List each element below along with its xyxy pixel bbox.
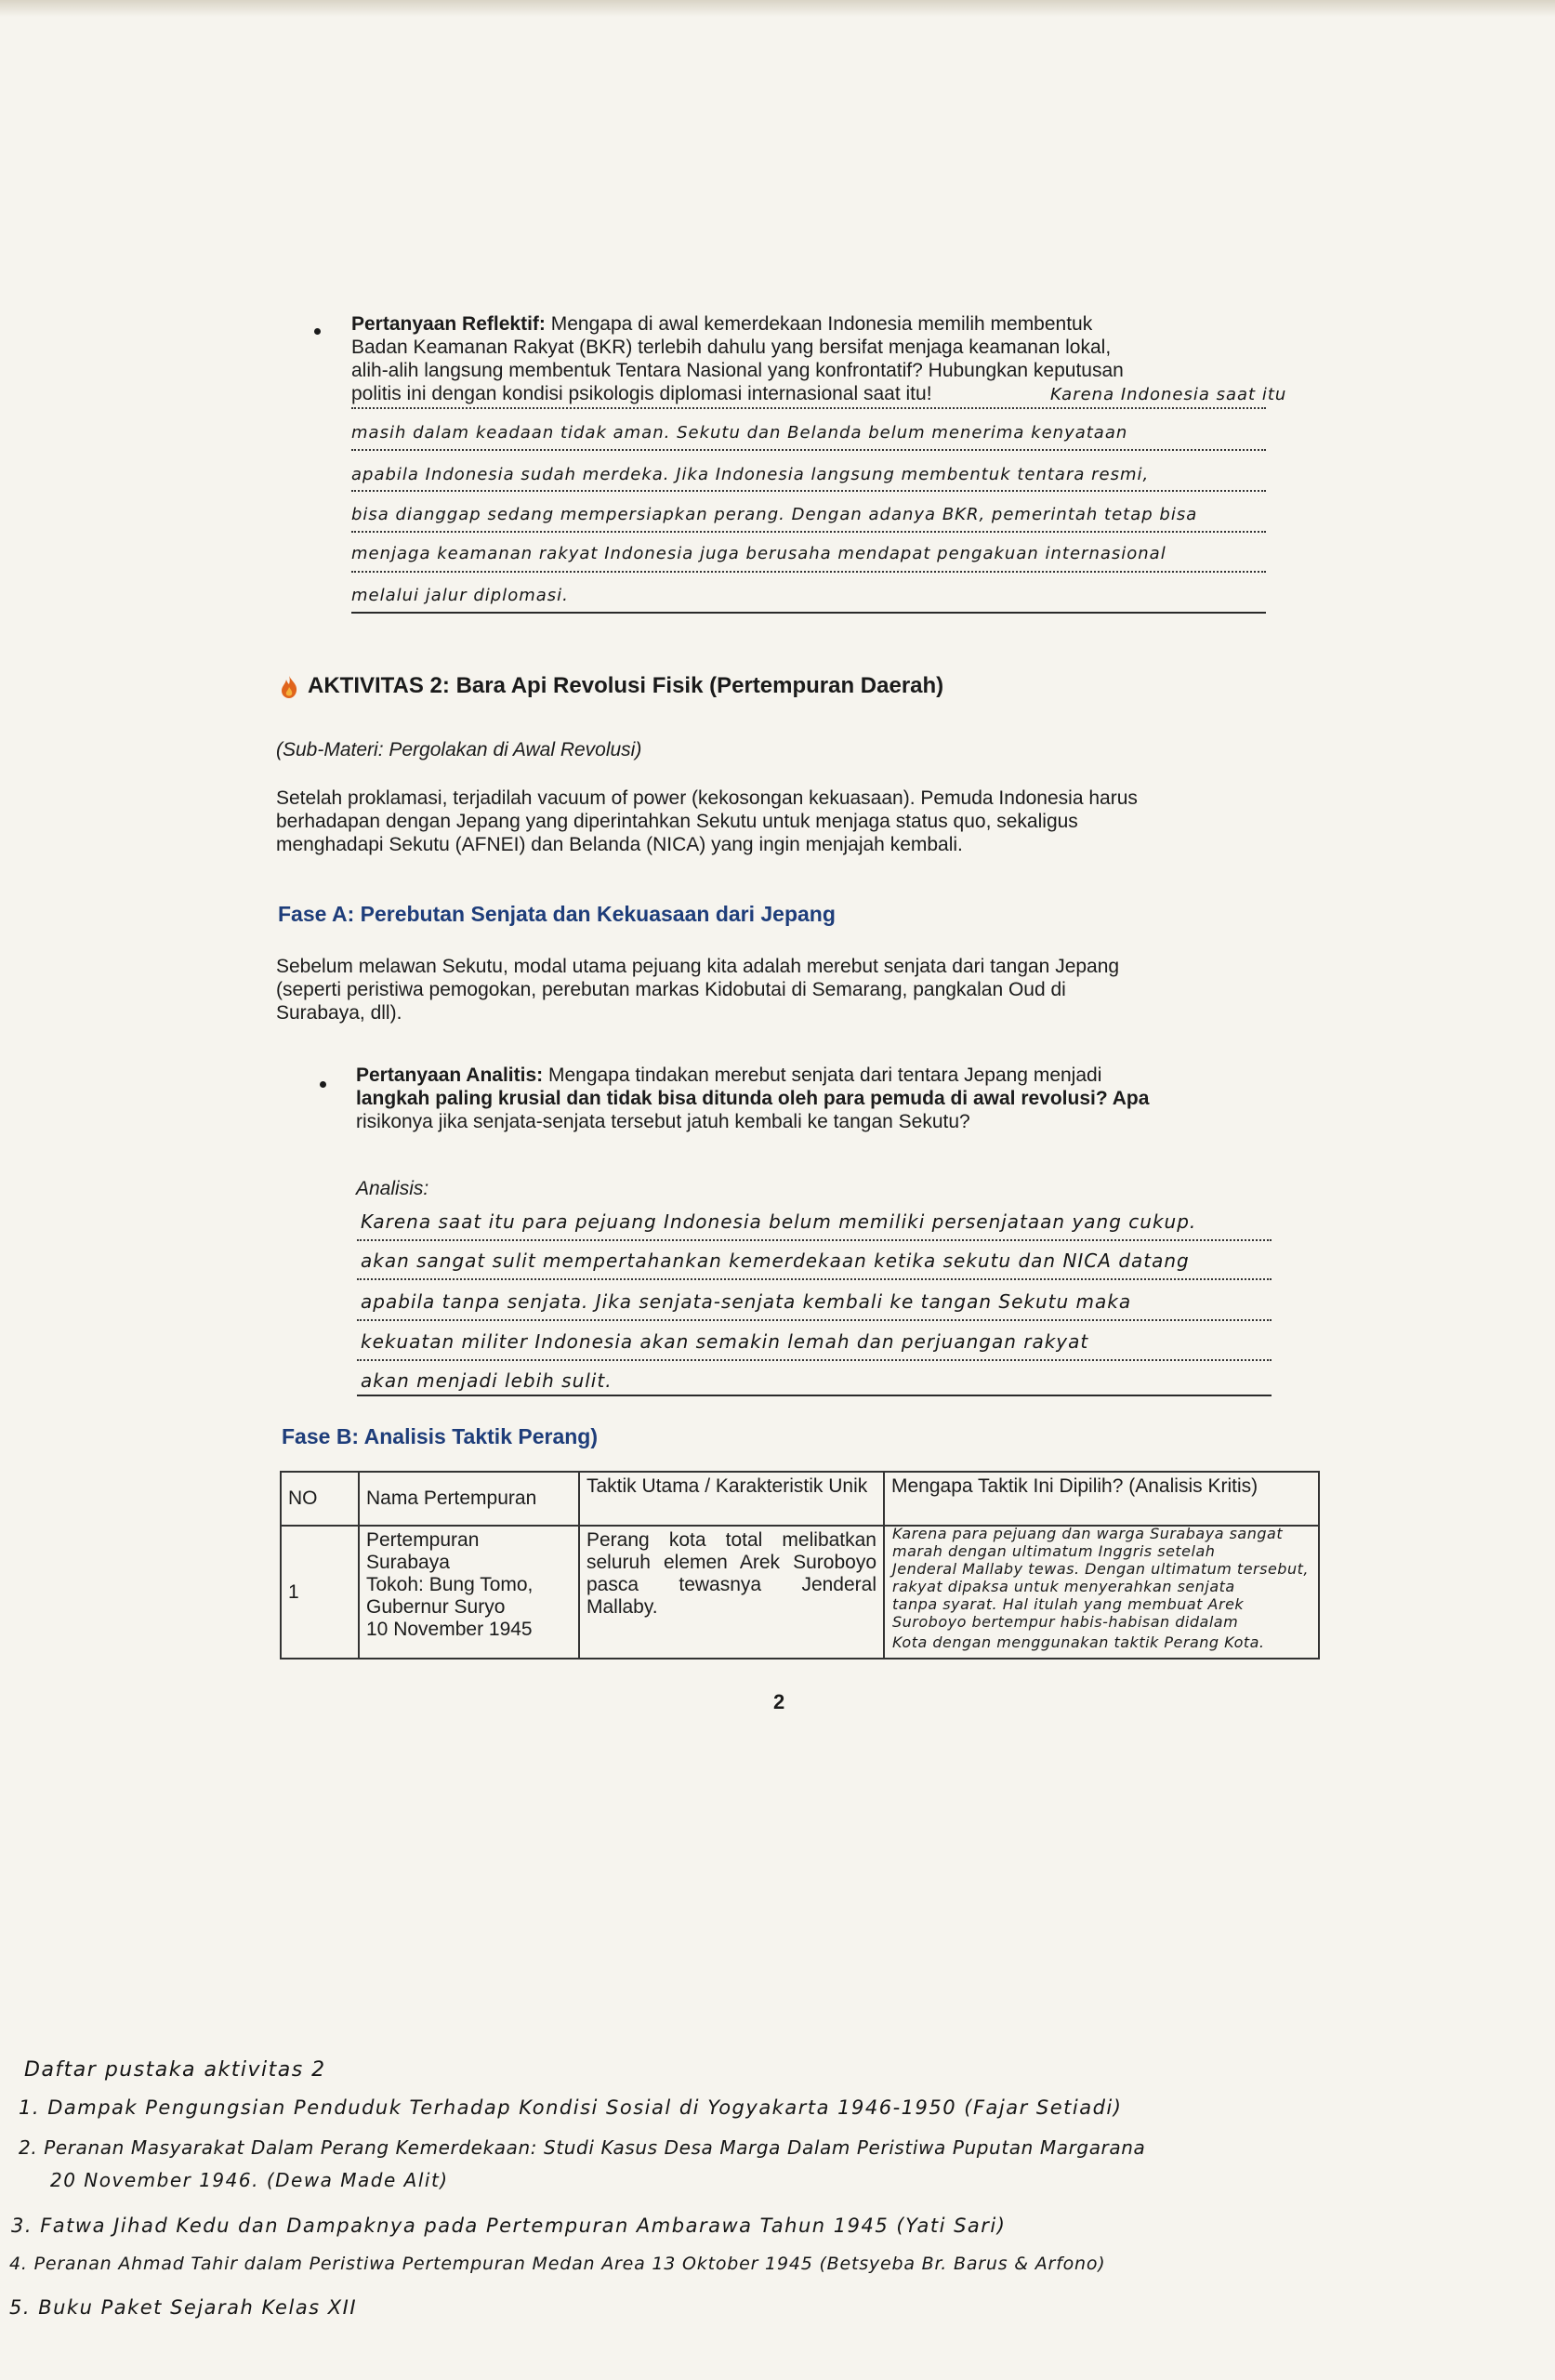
- battle-name-line: Surabaya: [366, 1552, 450, 1573]
- bullet: [320, 1081, 326, 1088]
- question-line: langkah paling krusial dan tidak bisa ditunda oleh para pemuda di awal revolusi? Apa: [356, 1088, 1150, 1109]
- cell-no: 1: [281, 1526, 359, 1659]
- answer-rule: [351, 490, 1266, 492]
- bibliography-entry: 4. Peranan Ahmad Tahir dalam Peristiwa Pertempuran Medan Area 13 Oktober 1945 (Betsyeba Br. Barus & Arfono): [9, 2254, 1106, 2274]
- question-line: Mengapa di awal kemerdekaan Indonesia memilih membentuk: [550, 313, 1093, 335]
- intro-line: Setelah proklamasi, terjadilah vacuum of power (kekosongan kekuasaan). Pemuda Indonesia harus: [276, 787, 1138, 809]
- answer-rule: [351, 571, 1266, 573]
- answer-rule: [351, 407, 1266, 409]
- question-line: risikonya jika senjata-senjata tersebut jatuh kembali ke tangan Sekutu?: [356, 1111, 970, 1132]
- reflection-answer-line: apabila Indonesia sudah merdeka. Jika Indonesia langsung membentuk tentara resmi,: [351, 465, 1150, 484]
- intro-line: menghadapi Sekutu (AFNEI) dan Belanda (NICA) yang ingin menjajah kembali.: [276, 834, 963, 855]
- phase-a-title: Fase A: Perebutan Senjata dan Kekuasaan dari Jepang: [278, 902, 836, 926]
- fire-icon: [280, 675, 298, 699]
- reflection-answer-line: Karena Indonesia saat itu: [1050, 385, 1287, 404]
- analysis-line: Jenderal Mallaby tewas. Dengan ultimatum tersebut,: [892, 1560, 1309, 1578]
- page-number: 2: [773, 1690, 785, 1713]
- header-analysis: Mengapa Taktik Ini Dipilih? (Analisis Kritis): [884, 1472, 1319, 1526]
- header-no: NO: [281, 1472, 359, 1526]
- answer-rule: [357, 1319, 1272, 1321]
- battle-name-line: 10 November 1945: [366, 1619, 533, 1640]
- analytic-label: Pertanyaan Analitis:: [356, 1064, 544, 1086]
- answer-rule: [357, 1239, 1272, 1241]
- analysis-answer-line: akan sangat sulit mempertahankan kemerdekaan ketika sekutu dan NICA datang: [361, 1250, 1190, 1272]
- table-header-row: [281, 1472, 1319, 1526]
- page-edge-shadow: [0, 0, 1555, 17]
- cell-tactic: Perang kota total melibatkan seluruh elemen Arek Suroboyo pasca tewasnya Jenderal Mallaby.: [579, 1526, 884, 1659]
- phase-b-title: Fase B: Analisis Taktik Perang): [282, 1424, 599, 1448]
- question-line: Badan Keamanan Rakyat (BKR) terlebih dahulu yang bersifat menjaga keamanan lokal,: [351, 337, 1112, 358]
- reflection-answer-line: melalui jalur diplomasi.: [351, 586, 569, 605]
- analysis-line: marah dengan ultimatum Inggris setelah: [892, 1542, 1216, 1560]
- answer-rule: [351, 531, 1266, 533]
- analysis-line: Karena para pejuang dan warga Surabaya sangat: [892, 1525, 1284, 1542]
- battle-name-line: Tokoh: Bung Tomo,: [366, 1574, 534, 1595]
- question-line: alih-alih langsung membentuk Tentara Nasional yang konfrontatif? Hubungkan keputusan: [351, 360, 1124, 381]
- analysis-line: rakyat dipaksa untuk menyerahkan senjata: [892, 1578, 1235, 1595]
- question-line: politis ini dengan kondisi psikologis diplomasi internasional saat itu!: [351, 383, 932, 404]
- phase-a-line: Surabaya, dll).: [276, 1002, 402, 1024]
- intro-paragraph: [276, 787, 1278, 856]
- bullet: [314, 328, 321, 335]
- phase-a-line: (seperti peristiwa pemogokan, perebutan markas Kidobutai di Semarang, pangkalan Oud di: [276, 979, 1066, 1000]
- reflection-answer-line: menjaga keamanan rakyat Indonesia juga berusaha mendapat pengakuan internasional: [351, 544, 1166, 563]
- bibliography-entry: 20 November 1946. (Dewa Made Alit): [50, 2169, 449, 2191]
- analysis-line: tanpa syarat. Hal itulah yang membuat Arek: [892, 1595, 1245, 1613]
- analysis-answer-line: Karena saat itu para pejuang Indonesia belum memiliki persenjataan yang cukup.: [361, 1210, 1197, 1233]
- answer-rule: [357, 1278, 1272, 1280]
- submateri: (Sub-Materi: Pergolakan di Awal Revolusi): [276, 739, 642, 760]
- answer-rule: [357, 1359, 1272, 1361]
- answer-rule: [351, 449, 1266, 451]
- bibliography-entry: 1. Dampak Pengungsian Penduduk Terhadap Kondisi Sosial di Yogyakarta 1946-1950 (Fajar Setiadi): [19, 2096, 1123, 2119]
- question-line: Mengapa tindakan merebut senjata dari tentara Jepang menjadi: [547, 1064, 1102, 1086]
- phase-a-line: Sebelum melawan Sekutu, modal utama pejuang kita adalah merebut senjata dari tangan Jepang: [276, 956, 1120, 977]
- analysis-label: Analisis:: [356, 1178, 429, 1199]
- analysis-answer-line: apabila tanpa senjata. Jika senjata-senjata kembali ke tangan Sekutu maka: [361, 1290, 1132, 1313]
- answer-rule: [357, 1395, 1272, 1396]
- reflection-label: Pertanyaan Reflektif:: [351, 313, 546, 335]
- bibliography-entry: 5. Buku Paket Sejarah Kelas XII: [9, 2296, 358, 2319]
- intro-line: berhadapan dengan Jepang yang diperintahkan Sekutu untuk menjaga status quo, sekaligus: [276, 811, 1078, 832]
- analysis-line: Suroboyo bertempur habis-habisan didalam: [892, 1613, 1239, 1631]
- analytic-question: [356, 1064, 1285, 1133]
- phase-a-paragraph: [276, 955, 1278, 1025]
- reflection-answer-line: masih dalam keadaan tidak aman. Sekutu dan Belanda belum menerima kenyataan: [351, 423, 1128, 443]
- cell-battle-name: [359, 1526, 579, 1659]
- battle-name-line: Gubernur Suryo: [366, 1596, 506, 1618]
- battle-name-line: Pertempuran: [366, 1529, 480, 1551]
- bibliography-entry: 2. Peranan Masyarakat Dalam Perang Kemerdekaan: Studi Kasus Desa Marga Dalam Peristiwa Puputan Margarana: [19, 2136, 1146, 2159]
- handwritten-analysis: [892, 1525, 1309, 1651]
- bibliography-title: Daftar pustaka aktivitas 2: [24, 2058, 326, 2082]
- header-battle-name: Nama Pertempuran: [359, 1472, 579, 1526]
- answer-rule: [351, 612, 1266, 614]
- header-tactic: Taktik Utama / Karakteristik Unik: [579, 1472, 884, 1526]
- analysis-answer-line: kekuatan militer Indonesia akan semakin lemah dan perjuangan rakyat: [361, 1330, 1089, 1353]
- analysis-answer-line: akan menjadi lebih sulit.: [361, 1369, 613, 1392]
- bibliography-entry: 3. Fatwa Jihad Kedu dan Dampaknya pada Pertempuran Ambarawa Tahun 1945 (Yati Sari): [11, 2215, 1007, 2237]
- activity-title: AKTIVITAS 2: Bara Api Revolusi Fisik (Pertempuran Daerah): [308, 673, 944, 698]
- analysis-line: Kota dengan menggunakan taktik Perang Kota.: [892, 1633, 1265, 1651]
- reflection-answer-line: bisa dianggap sedang mempersiapkan perang. Dengan adanya BKR, pemerintah tetap bisa: [351, 505, 1198, 524]
